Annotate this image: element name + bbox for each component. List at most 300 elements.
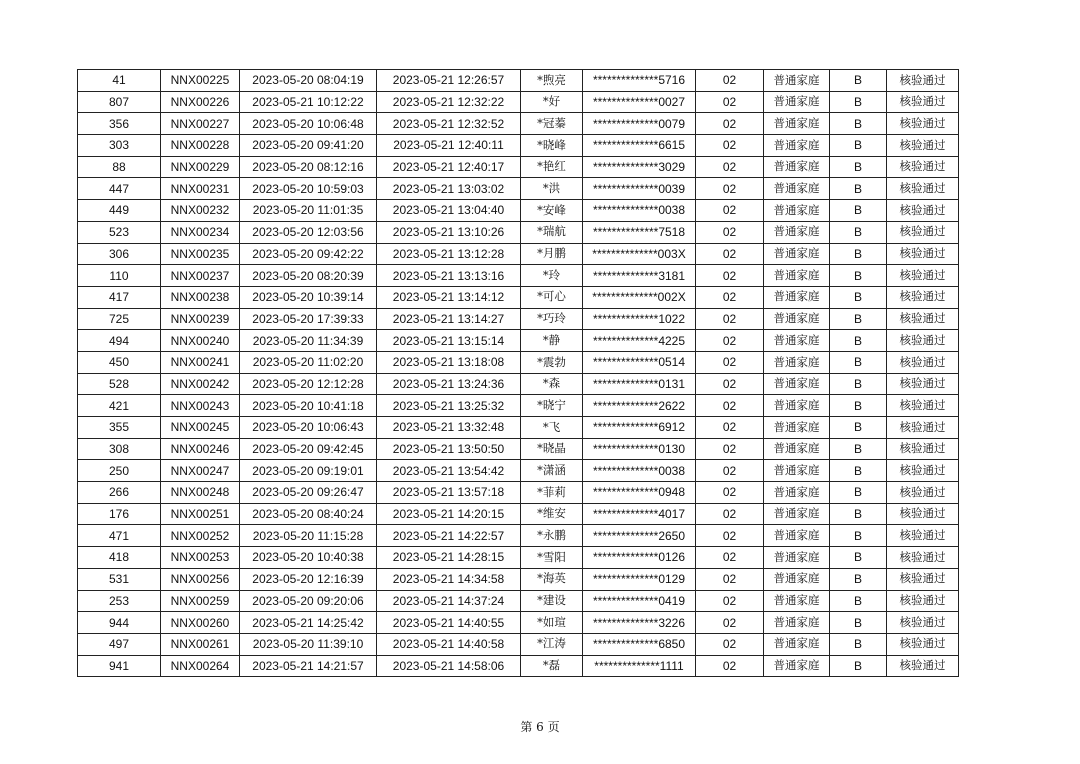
code-cell: 02: [696, 633, 764, 655]
seq-cell: 176: [78, 503, 161, 525]
table-row: [78, 330, 959, 352]
seq-cell: 941: [78, 655, 161, 677]
category-cell: 普通家庭: [764, 547, 830, 569]
table-row: [78, 91, 959, 113]
name-cell: *静: [521, 330, 583, 352]
seq-cell: 528: [78, 373, 161, 395]
review-time-cell: 2023-05-21 12:26:57: [377, 70, 521, 92]
review-time-cell: 2023-05-21 13:10:26: [377, 221, 521, 243]
status-cell: 核验通过: [887, 612, 959, 634]
review-time-cell: 2023-05-21 13:03:02: [377, 178, 521, 200]
table-row: [78, 633, 959, 655]
idcard-cell: **************7518: [583, 221, 696, 243]
grade-cell: B: [830, 113, 887, 135]
status-cell: 核验通过: [887, 655, 959, 677]
seq-cell: 253: [78, 590, 161, 612]
status-cell: 核验通过: [887, 568, 959, 590]
idcard-cell: **************0514: [583, 351, 696, 373]
name-cell: *艳红: [521, 156, 583, 178]
id-cell: NNX00234: [161, 221, 240, 243]
review-time-cell: 2023-05-21 14:37:24: [377, 590, 521, 612]
apply-time-cell: 2023-05-20 08:20:39: [240, 265, 377, 287]
name-cell: *建设: [521, 590, 583, 612]
status-cell: 核验通过: [887, 438, 959, 460]
id-cell: NNX00242: [161, 373, 240, 395]
apply-time-cell: 2023-05-20 09:42:22: [240, 243, 377, 265]
grade-cell: B: [830, 330, 887, 352]
name-cell: *潇涵: [521, 460, 583, 482]
table-row: [78, 70, 959, 92]
apply-time-cell: 2023-05-20 11:34:39: [240, 330, 377, 352]
category-cell: 普通家庭: [764, 156, 830, 178]
category-cell: 普通家庭: [764, 200, 830, 222]
id-cell: NNX00256: [161, 568, 240, 590]
code-cell: 02: [696, 612, 764, 634]
idcard-cell: **************0038: [583, 460, 696, 482]
status-cell: 核验通过: [887, 590, 959, 612]
id-cell: NNX00225: [161, 70, 240, 92]
seq-cell: 944: [78, 612, 161, 634]
name-cell: *瑞航: [521, 221, 583, 243]
idcard-cell: **************2650: [583, 525, 696, 547]
name-cell: *海英: [521, 568, 583, 590]
code-cell: 02: [696, 395, 764, 417]
grade-cell: B: [830, 525, 887, 547]
code-cell: 02: [696, 373, 764, 395]
idcard-cell: **************0079: [583, 113, 696, 135]
name-cell: *晓峰: [521, 135, 583, 157]
status-cell: 核验通过: [887, 482, 959, 504]
table-row: [78, 655, 959, 677]
name-cell: *永鹏: [521, 525, 583, 547]
category-cell: 普通家庭: [764, 438, 830, 460]
category-cell: 普通家庭: [764, 330, 830, 352]
seq-cell: 523: [78, 221, 161, 243]
grade-cell: B: [830, 221, 887, 243]
grade-cell: B: [830, 590, 887, 612]
code-cell: 02: [696, 351, 764, 373]
review-time-cell: 2023-05-21 13:57:18: [377, 482, 521, 504]
apply-time-cell: 2023-05-20 12:03:56: [240, 221, 377, 243]
id-cell: NNX00260: [161, 612, 240, 634]
id-cell: NNX00228: [161, 135, 240, 157]
idcard-cell: **************1022: [583, 308, 696, 330]
table-row: [78, 178, 959, 200]
apply-time-cell: 2023-05-20 10:06:48: [240, 113, 377, 135]
grade-cell: B: [830, 351, 887, 373]
code-cell: 02: [696, 113, 764, 135]
apply-time-cell: 2023-05-20 11:39:10: [240, 633, 377, 655]
grade-cell: B: [830, 568, 887, 590]
idcard-cell: **************0419: [583, 590, 696, 612]
grade-cell: B: [830, 286, 887, 308]
status-cell: 核验通过: [887, 395, 959, 417]
status-cell: 核验通过: [887, 525, 959, 547]
id-cell: NNX00229: [161, 156, 240, 178]
idcard-cell: **************0027: [583, 91, 696, 113]
grade-cell: B: [830, 243, 887, 265]
code-cell: 02: [696, 70, 764, 92]
table-row: [78, 135, 959, 157]
idcard-cell: **************5716: [583, 70, 696, 92]
name-cell: *晓宁: [521, 395, 583, 417]
category-cell: 普通家庭: [764, 482, 830, 504]
id-cell: NNX00238: [161, 286, 240, 308]
seq-cell: 266: [78, 482, 161, 504]
status-cell: 核验通过: [887, 351, 959, 373]
review-time-cell: 2023-05-21 14:22:57: [377, 525, 521, 547]
apply-time-cell: 2023-05-20 08:40:24: [240, 503, 377, 525]
idcard-cell: **************0129: [583, 568, 696, 590]
name-cell: *维安: [521, 503, 583, 525]
review-time-cell: 2023-05-21 12:40:17: [377, 156, 521, 178]
review-time-cell: 2023-05-21 14:28:15: [377, 547, 521, 569]
category-cell: 普通家庭: [764, 135, 830, 157]
category-cell: 普通家庭: [764, 91, 830, 113]
table-row: [78, 286, 959, 308]
code-cell: 02: [696, 286, 764, 308]
code-cell: 02: [696, 308, 764, 330]
table-row: [78, 221, 959, 243]
review-time-cell: 2023-05-21 12:32:52: [377, 113, 521, 135]
idcard-cell: **************3181: [583, 265, 696, 287]
grade-cell: B: [830, 503, 887, 525]
seq-cell: 471: [78, 525, 161, 547]
id-cell: NNX00251: [161, 503, 240, 525]
id-cell: NNX00240: [161, 330, 240, 352]
id-cell: NNX00231: [161, 178, 240, 200]
seq-cell: 355: [78, 417, 161, 439]
id-cell: NNX00239: [161, 308, 240, 330]
seq-cell: 447: [78, 178, 161, 200]
apply-time-cell: 2023-05-20 09:41:20: [240, 135, 377, 157]
code-cell: 02: [696, 265, 764, 287]
category-cell: 普通家庭: [764, 243, 830, 265]
grade-cell: B: [830, 460, 887, 482]
seq-cell: 250: [78, 460, 161, 482]
review-time-cell: 2023-05-21 12:40:11: [377, 135, 521, 157]
category-cell: 普通家庭: [764, 286, 830, 308]
apply-time-cell: 2023-05-21 14:25:42: [240, 612, 377, 634]
table-row: [78, 265, 959, 287]
code-cell: 02: [696, 417, 764, 439]
id-cell: NNX00252: [161, 525, 240, 547]
table-row: [78, 525, 959, 547]
name-cell: *磊: [521, 655, 583, 677]
name-cell: *冠蓁: [521, 113, 583, 135]
grade-cell: B: [830, 547, 887, 569]
idcard-cell: **************6850: [583, 633, 696, 655]
seq-cell: 88: [78, 156, 161, 178]
idcard-cell: **************002X: [583, 286, 696, 308]
seq-cell: 308: [78, 438, 161, 460]
review-time-cell: 2023-05-21 13:15:14: [377, 330, 521, 352]
idcard-cell: **************003X: [583, 243, 696, 265]
review-time-cell: 2023-05-21 12:32:22: [377, 91, 521, 113]
table-row: [78, 373, 959, 395]
code-cell: 02: [696, 156, 764, 178]
name-cell: *森: [521, 373, 583, 395]
status-cell: 核验通过: [887, 156, 959, 178]
apply-time-cell: 2023-05-20 09:42:45: [240, 438, 377, 460]
category-cell: 普通家庭: [764, 503, 830, 525]
grade-cell: B: [830, 200, 887, 222]
status-cell: 核验通过: [887, 547, 959, 569]
seq-cell: 110: [78, 265, 161, 287]
seq-cell: 356: [78, 113, 161, 135]
category-cell: 普通家庭: [764, 373, 830, 395]
review-time-cell: 2023-05-21 13:32:48: [377, 417, 521, 439]
review-time-cell: 2023-05-21 13:50:50: [377, 438, 521, 460]
category-cell: 普通家庭: [764, 265, 830, 287]
review-time-cell: 2023-05-21 13:24:36: [377, 373, 521, 395]
name-cell: *好: [521, 91, 583, 113]
apply-time-cell: 2023-05-20 11:01:35: [240, 200, 377, 222]
status-cell: 核验通过: [887, 330, 959, 352]
id-cell: NNX00261: [161, 633, 240, 655]
id-cell: NNX00264: [161, 655, 240, 677]
table-row: [78, 308, 959, 330]
apply-time-cell: 2023-05-20 08:04:19: [240, 70, 377, 92]
id-cell: NNX00237: [161, 265, 240, 287]
review-time-cell: 2023-05-21 14:34:58: [377, 568, 521, 590]
idcard-cell: **************4225: [583, 330, 696, 352]
status-cell: 核验通过: [887, 286, 959, 308]
status-cell: 核验通过: [887, 70, 959, 92]
apply-time-cell: 2023-05-20 09:19:01: [240, 460, 377, 482]
id-cell: NNX00232: [161, 200, 240, 222]
apply-time-cell: 2023-05-20 10:41:18: [240, 395, 377, 417]
idcard-cell: **************0126: [583, 547, 696, 569]
apply-time-cell: 2023-05-20 17:39:33: [240, 308, 377, 330]
idcard-cell: **************0038: [583, 200, 696, 222]
table-row: [78, 351, 959, 373]
grade-cell: B: [830, 612, 887, 634]
records-table: [77, 69, 959, 677]
code-cell: 02: [696, 243, 764, 265]
name-cell: *月鹏: [521, 243, 583, 265]
table-row: [78, 547, 959, 569]
id-cell: NNX00241: [161, 351, 240, 373]
category-cell: 普通家庭: [764, 113, 830, 135]
name-cell: *安峰: [521, 200, 583, 222]
review-time-cell: 2023-05-21 13:18:08: [377, 351, 521, 373]
category-cell: 普通家庭: [764, 612, 830, 634]
seq-cell: 725: [78, 308, 161, 330]
status-cell: 核验通过: [887, 460, 959, 482]
apply-time-cell: 2023-05-20 11:02:20: [240, 351, 377, 373]
table-row: [78, 503, 959, 525]
idcard-cell: **************6912: [583, 417, 696, 439]
apply-time-cell: 2023-05-21 14:21:57: [240, 655, 377, 677]
category-cell: 普通家庭: [764, 70, 830, 92]
name-cell: *菲莉: [521, 482, 583, 504]
id-cell: NNX00235: [161, 243, 240, 265]
apply-time-cell: 2023-05-20 09:26:47: [240, 482, 377, 504]
status-cell: 核验通过: [887, 221, 959, 243]
status-cell: 核验通过: [887, 503, 959, 525]
seq-cell: 497: [78, 633, 161, 655]
code-cell: 02: [696, 482, 764, 504]
apply-time-cell: 2023-05-20 10:40:38: [240, 547, 377, 569]
review-time-cell: 2023-05-21 13:14:12: [377, 286, 521, 308]
status-cell: 核验通过: [887, 633, 959, 655]
grade-cell: B: [830, 308, 887, 330]
status-cell: 核验通过: [887, 135, 959, 157]
apply-time-cell: 2023-05-20 12:16:39: [240, 568, 377, 590]
seq-cell: 421: [78, 395, 161, 417]
id-cell: NNX00243: [161, 395, 240, 417]
grade-cell: B: [830, 70, 887, 92]
grade-cell: B: [830, 265, 887, 287]
grade-cell: B: [830, 135, 887, 157]
name-cell: *飞: [521, 417, 583, 439]
table-row: [78, 113, 959, 135]
category-cell: 普通家庭: [764, 221, 830, 243]
table-row: [78, 482, 959, 504]
id-cell: NNX00246: [161, 438, 240, 460]
grade-cell: B: [830, 395, 887, 417]
idcard-cell: **************6615: [583, 135, 696, 157]
review-time-cell: 2023-05-21 13:54:42: [377, 460, 521, 482]
seq-cell: 417: [78, 286, 161, 308]
idcard-cell: **************1111: [583, 655, 696, 677]
category-cell: 普通家庭: [764, 178, 830, 200]
table-row: [78, 395, 959, 417]
category-cell: 普通家庭: [764, 655, 830, 677]
table-row: [78, 156, 959, 178]
review-time-cell: 2023-05-21 14:40:55: [377, 612, 521, 634]
table-row: [78, 438, 959, 460]
code-cell: 02: [696, 221, 764, 243]
seq-cell: 494: [78, 330, 161, 352]
apply-time-cell: 2023-05-20 11:15:28: [240, 525, 377, 547]
name-cell: *玲: [521, 265, 583, 287]
grade-cell: B: [830, 482, 887, 504]
idcard-cell: **************2622: [583, 395, 696, 417]
table-row: [78, 568, 959, 590]
id-cell: NNX00259: [161, 590, 240, 612]
table-row: [78, 590, 959, 612]
code-cell: 02: [696, 135, 764, 157]
review-time-cell: 2023-05-21 14:40:58: [377, 633, 521, 655]
seq-cell: 807: [78, 91, 161, 113]
status-cell: 核验通过: [887, 243, 959, 265]
seq-cell: 450: [78, 351, 161, 373]
status-cell: 核验通过: [887, 178, 959, 200]
table-row: [78, 417, 959, 439]
name-cell: *煦亮: [521, 70, 583, 92]
status-cell: 核验通过: [887, 417, 959, 439]
code-cell: 02: [696, 200, 764, 222]
review-time-cell: 2023-05-21 13:04:40: [377, 200, 521, 222]
status-cell: 核验通过: [887, 308, 959, 330]
code-cell: 02: [696, 655, 764, 677]
category-cell: 普通家庭: [764, 525, 830, 547]
code-cell: 02: [696, 568, 764, 590]
page-number: 第 6 页: [520, 720, 560, 734]
idcard-cell: **************3029: [583, 156, 696, 178]
status-cell: 核验通过: [887, 200, 959, 222]
review-time-cell: 2023-05-21 14:58:06: [377, 655, 521, 677]
code-cell: 02: [696, 438, 764, 460]
review-time-cell: 2023-05-21 13:14:27: [377, 308, 521, 330]
category-cell: 普通家庭: [764, 633, 830, 655]
status-cell: 核验通过: [887, 113, 959, 135]
name-cell: *巧玲: [521, 308, 583, 330]
idcard-cell: **************0131: [583, 373, 696, 395]
grade-cell: B: [830, 417, 887, 439]
code-cell: 02: [696, 503, 764, 525]
seq-cell: 41: [78, 70, 161, 92]
grade-cell: B: [830, 438, 887, 460]
id-cell: NNX00253: [161, 547, 240, 569]
id-cell: NNX00248: [161, 482, 240, 504]
table-body: [78, 70, 959, 677]
apply-time-cell: 2023-05-20 10:39:14: [240, 286, 377, 308]
review-time-cell: 2023-05-21 13:12:28: [377, 243, 521, 265]
apply-time-cell: 2023-05-20 10:59:03: [240, 178, 377, 200]
name-cell: *雪阳: [521, 547, 583, 569]
category-cell: 普通家庭: [764, 308, 830, 330]
code-cell: 02: [696, 91, 764, 113]
seq-cell: 303: [78, 135, 161, 157]
grade-cell: B: [830, 156, 887, 178]
table-row: [78, 460, 959, 482]
status-cell: 核验通过: [887, 265, 959, 287]
category-cell: 普通家庭: [764, 395, 830, 417]
category-cell: 普通家庭: [764, 351, 830, 373]
name-cell: *晓晶: [521, 438, 583, 460]
idcard-cell: **************0948: [583, 482, 696, 504]
review-time-cell: 2023-05-21 14:20:15: [377, 503, 521, 525]
idcard-cell: **************3226: [583, 612, 696, 634]
code-cell: 02: [696, 330, 764, 352]
review-time-cell: 2023-05-21 13:13:16: [377, 265, 521, 287]
category-cell: 普通家庭: [764, 460, 830, 482]
seq-cell: 531: [78, 568, 161, 590]
name-cell: *震勃: [521, 351, 583, 373]
id-cell: NNX00247: [161, 460, 240, 482]
name-cell: *如瑄: [521, 612, 583, 634]
status-cell: 核验通过: [887, 373, 959, 395]
code-cell: 02: [696, 590, 764, 612]
table-row: [78, 612, 959, 634]
grade-cell: B: [830, 655, 887, 677]
category-cell: 普通家庭: [764, 590, 830, 612]
seq-cell: 418: [78, 547, 161, 569]
id-cell: NNX00245: [161, 417, 240, 439]
apply-time-cell: 2023-05-20 10:06:43: [240, 417, 377, 439]
apply-time-cell: 2023-05-20 08:12:16: [240, 156, 377, 178]
idcard-cell: **************4017: [583, 503, 696, 525]
id-cell: NNX00226: [161, 91, 240, 113]
name-cell: *洪: [521, 178, 583, 200]
table-row: [78, 243, 959, 265]
name-cell: *江涛: [521, 633, 583, 655]
name-cell: *可心: [521, 286, 583, 308]
grade-cell: B: [830, 633, 887, 655]
code-cell: 02: [696, 460, 764, 482]
id-cell: NNX00227: [161, 113, 240, 135]
category-cell: 普通家庭: [764, 568, 830, 590]
category-cell: 普通家庭: [764, 417, 830, 439]
idcard-cell: **************0130: [583, 438, 696, 460]
code-cell: 02: [696, 178, 764, 200]
seq-cell: 449: [78, 200, 161, 222]
code-cell: 02: [696, 547, 764, 569]
idcard-cell: **************0039: [583, 178, 696, 200]
